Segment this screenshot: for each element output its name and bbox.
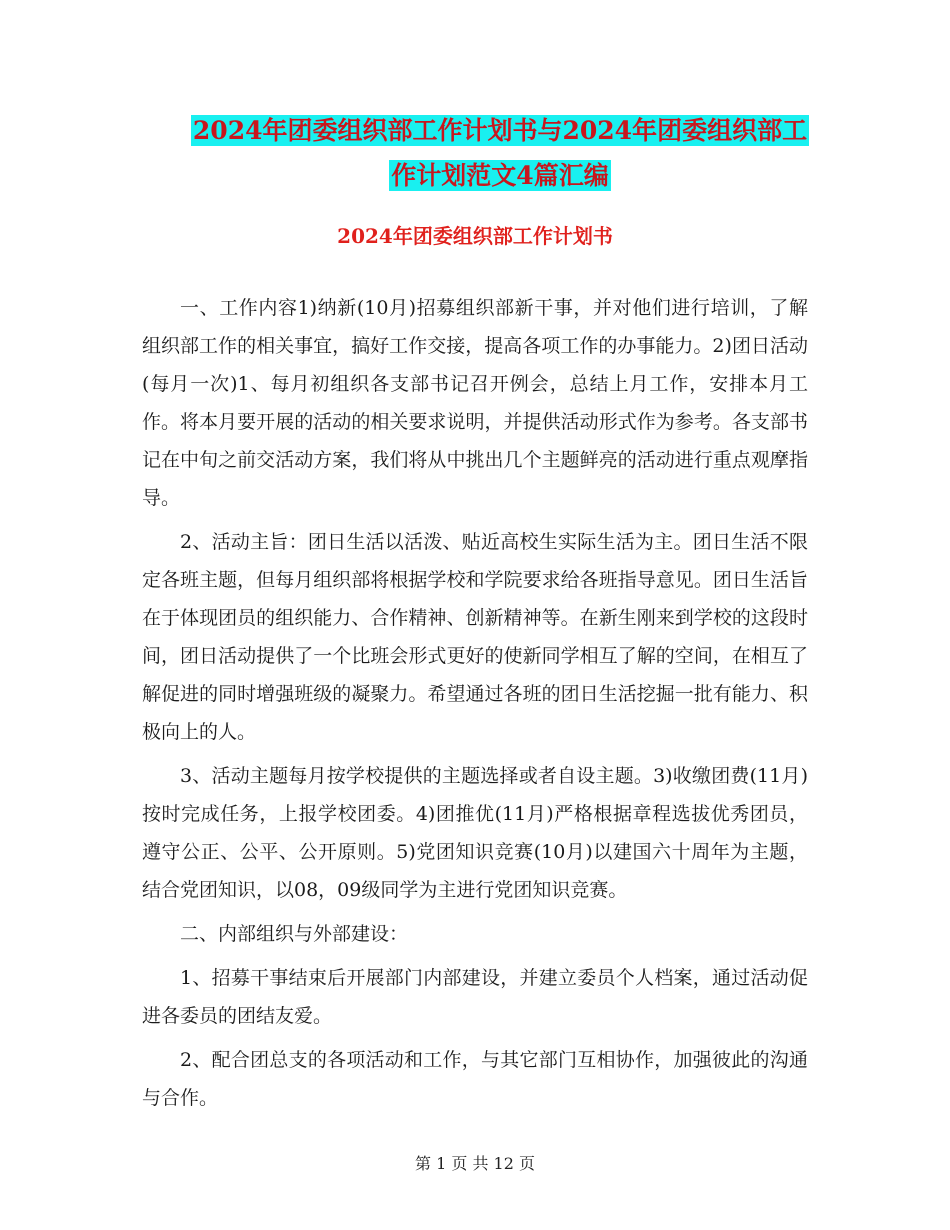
document-body — [142, 289, 808, 1117]
paragraph-2: 2、活动主旨：团日生活以活泼、贴近高校生实际生活为主。团日生活不限定各班主题，但每月组织部将根据学校和学院要求给各班指导意见。团日生活旨在于体现团员的组织能力、合作精神、创新精神等。在新生刚来到学校的这段时间，团日活动提供了一个比班会形式更好的使新同学相互了解的空间，在相互了解促进的同时增强班级的凝聚力。希望通过各班的团日生活挖掘一批有能力、积极向上的人。 — [142, 531, 808, 743]
document-title — [150, 108, 850, 198]
section-title: 2024年团委组织部工作计划书 — [337, 224, 613, 248]
paragraph-4: 二、内部组织与外部建设： — [180, 923, 409, 945]
paragraph-1: 一、工作内容1)纳新(10月)招募组织部新干事，并对他们进行培训，了解组织部工作的相关事宜，搞好工作交接，提高各项工作的办事能力。2)团日活动(每月一次)1、每月初组织各支部书记召开例会，总结上月工作，安排本月工作。将本月要开展的活动的相关要求说明，并提供活动形式作为参考。各支部书记在中旬之前交活动方案，我们将从中挑出几个主题鲜亮的活动进行重点观摩指导。 — [142, 297, 808, 509]
page-number-footer: 第 1 页 共 12 页 — [415, 1154, 535, 1173]
document-title-line-1: 2024年团委组织部工作计划书与2024年团委组织部工 — [192, 116, 808, 145]
document-title-line-2: 作计划范文4篇汇编 — [391, 161, 609, 190]
paragraph-3: 3、活动主题每月按学校提供的主题选择或者自设主题。3)收缴团费(11月)按时完成任务，上报学校团委。4)团推优(11月)严格根据章程选拔优秀团员，遵守公正、公平、公开原则。5)党团知识竞赛(10月)以建国六十周年为主题，结合党团知识，以08，09级同学为主进行党团知识竞赛。 — [142, 765, 808, 901]
paragraph-6: 2、配合团总支的各项活动和工作，与其它部门互相协作，加强彼此的沟通与合作。 — [142, 1049, 808, 1109]
paragraph-5: 1、招募干事结束后开展部门内部建设，并建立委员个人档案，通过活动促进各委员的团结友爱。 — [142, 967, 808, 1027]
